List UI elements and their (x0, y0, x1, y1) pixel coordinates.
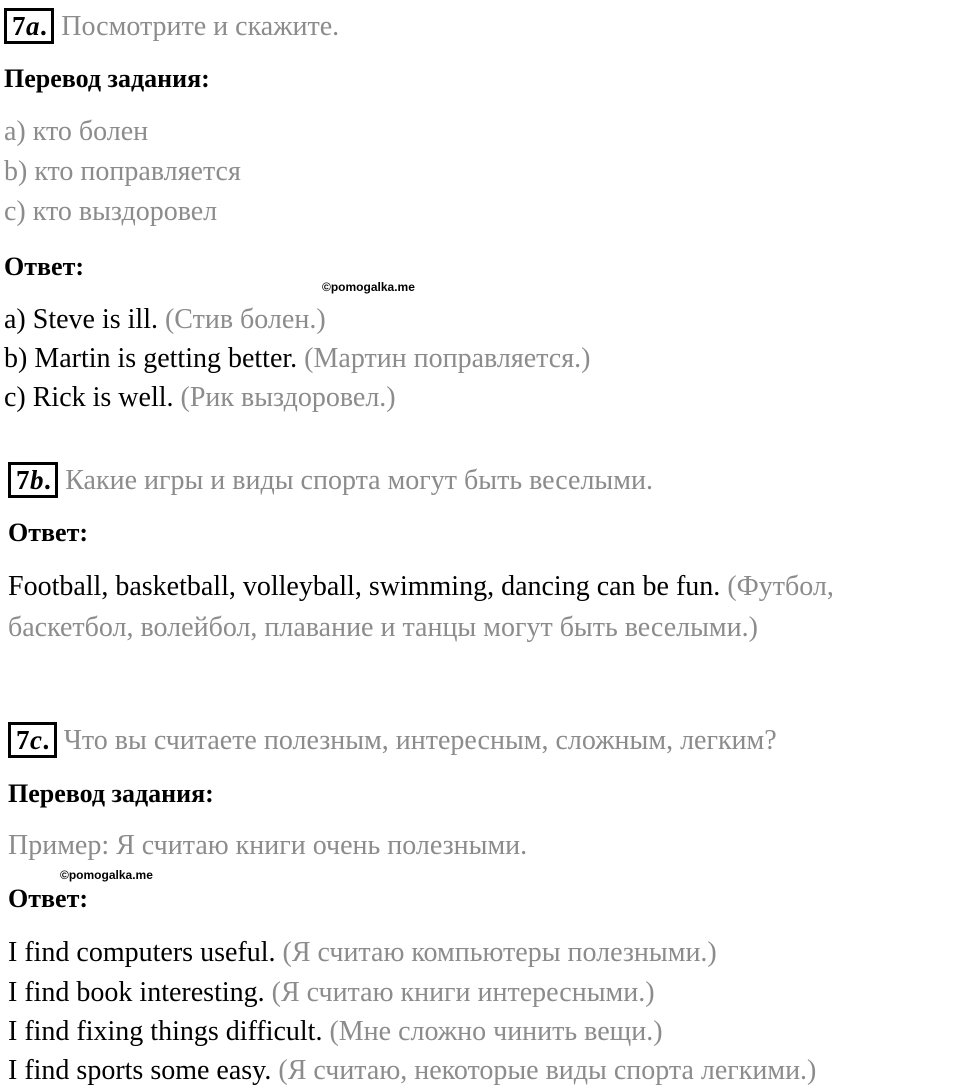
translation-heading-7c: Перевод задания: (8, 779, 214, 808)
task-instruction-7c: Что вы считаете полезным, интересным, сложным, легким? (63, 725, 777, 756)
answer-heading-7a: Ответ: (4, 252, 85, 281)
task-instruction-7b: Какие игры и виды спорта могут быть веселыми. (65, 465, 653, 496)
task-instruction-7a: Посмотрите и скажите. (61, 11, 340, 42)
watermark-2: ©pomogalka.me (60, 868, 153, 882)
translation-heading-7a: Перевод задания: (4, 64, 210, 93)
answer-heading-7b: Ответ: (8, 518, 89, 547)
task-7a-header (4, 8, 339, 44)
answer-line-7c-3: I find fixing things difficult. (Мне сложно чинить вещи.) (8, 1016, 663, 1047)
answer-line-7b-2: баскетбол, волейбол, плавание и танцы могут быть веселыми.) (8, 612, 758, 643)
task-number-badge-7a: 7a. (4, 8, 54, 44)
translation-line-b: b) кто поправляется (4, 156, 241, 187)
task-7b-header (8, 462, 653, 498)
watermark-1: ©pomogalka.me (322, 280, 415, 294)
answer-line-7c-1: I find computers useful. (Я считаю компьютеры полезными.) (8, 937, 717, 968)
answer-line-7c-2: I find book interesting. (Я считаю книги интересными.) (8, 977, 655, 1008)
translation-line-a: a) кто болен (4, 116, 149, 147)
answer-line-7b-1: Football, basketball, volleyball, swimming, dancing can be fun. (Футбол, (8, 571, 834, 602)
task-number-badge-7b: 7b. (8, 462, 58, 498)
answer-line-7c-4: I find sports some easy. (Я считаю, некоторые виды спорта легкими.) (8, 1055, 817, 1086)
task-7c-header (8, 722, 777, 758)
translation-line-c: c) кто выздоровел (4, 196, 218, 227)
task-number-badge-7c: 7c. (8, 722, 57, 758)
translation-example-7c: Пример: Я считаю книги очень полезными. (8, 830, 528, 861)
answer-heading-7c: Ответ: (8, 884, 89, 913)
answer-line-7a-3: c) Rick is well. (Рик выздоровел.) (4, 382, 396, 413)
answer-line-7a-2: b) Martin is getting better. (Мартин поправляется.) (4, 343, 591, 374)
answer-line-7a-1: a) Steve is ill. (Стив болен.) (4, 304, 326, 335)
